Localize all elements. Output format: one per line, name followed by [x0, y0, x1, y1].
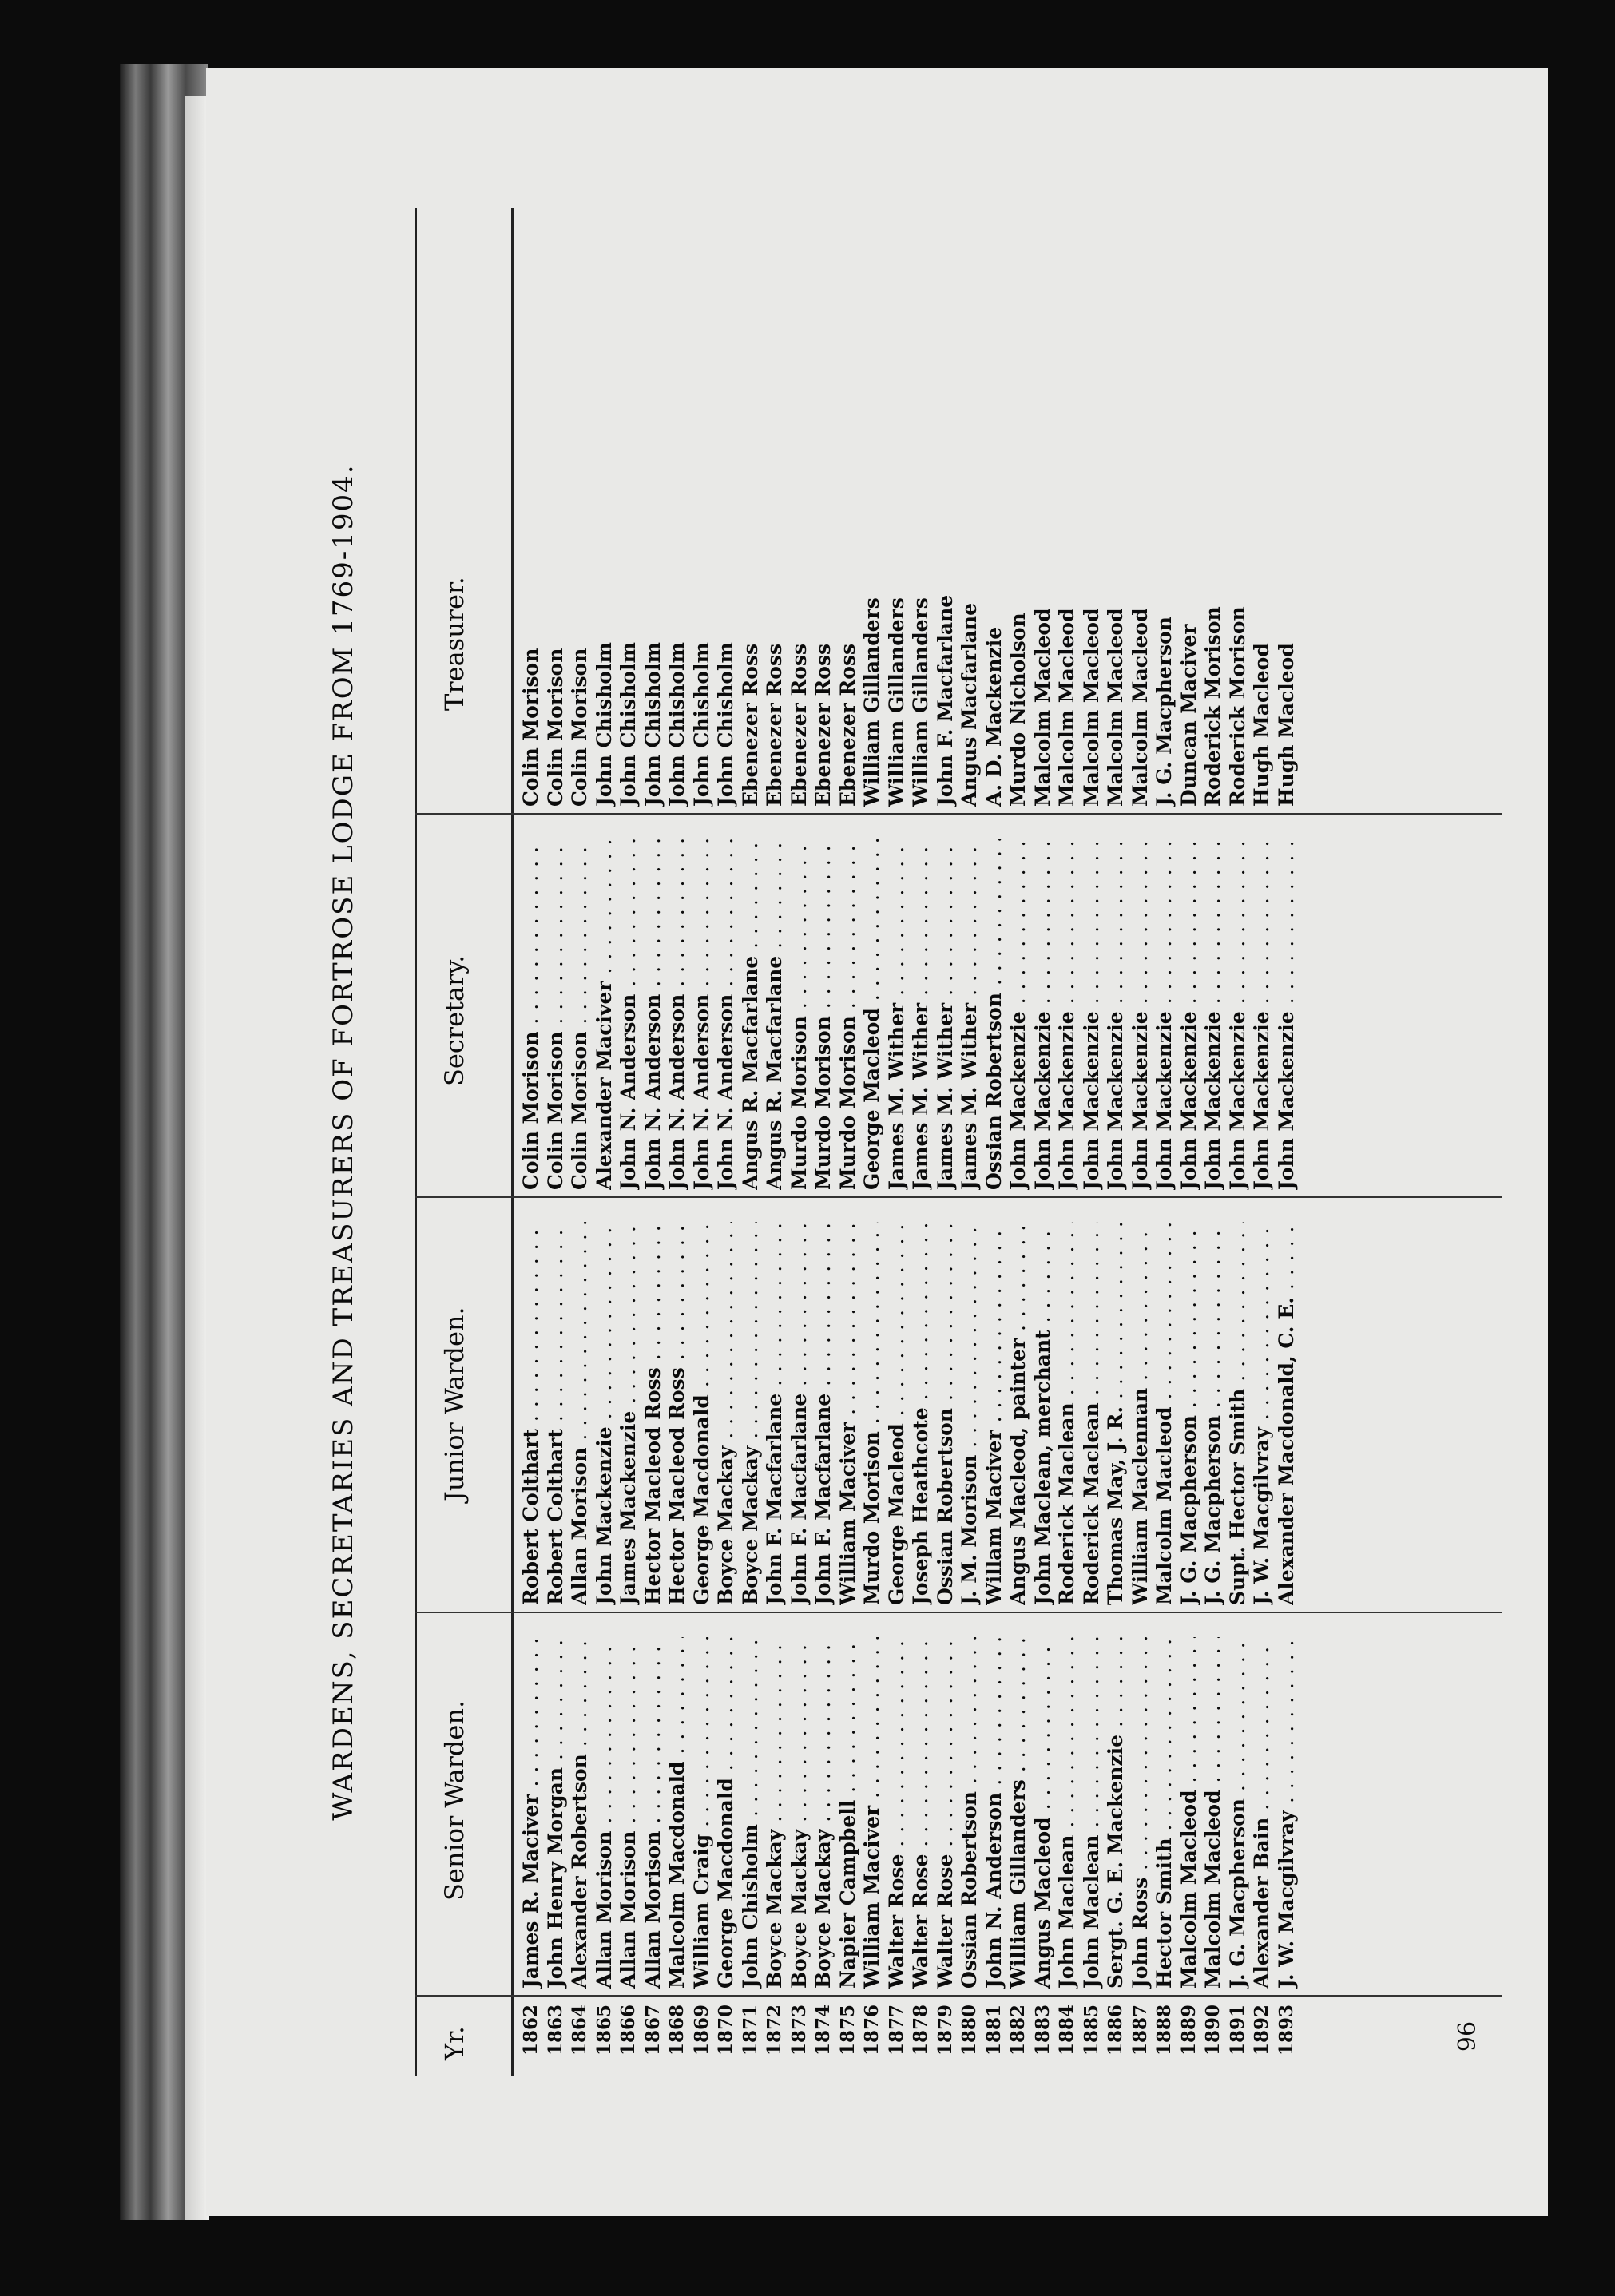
secretary-cell: James M. Wither . . . [885, 839, 910, 1190]
table-body [519, 208, 1299, 2076]
secretary-cell: John N. Anderson . . . [690, 839, 715, 1190]
table-row [1177, 208, 1202, 2076]
year-cell: 1874 [812, 2005, 834, 2056]
year-cell: 1879 [934, 2005, 956, 2056]
year-cell: 1867 [641, 2005, 664, 2056]
secretary-cell: John Mackenzie . . . [1006, 839, 1031, 1190]
year-cell: 1882 [1007, 2005, 1029, 2056]
junior-warden-cell: James Mackenzie . . . [617, 1222, 641, 1605]
secretary-cell: John Mackenzie . . . [1250, 839, 1275, 1190]
junior-warden-cell: Boyce Mackay . . . [714, 1222, 739, 1605]
junior-warden-cell: Thomas May, J. R. . . . [1104, 1222, 1129, 1605]
senior-warden-cell: John Maclean . . . [1080, 1637, 1105, 1989]
year-cell: 1869 [690, 2005, 712, 2056]
secretary-cell: Colin Morison . . . [568, 839, 593, 1190]
junior-warden-cell: J. M. Morison . . . [958, 1222, 982, 1605]
treasurer-cell: Colin Morison [543, 648, 567, 807]
junior-warden-cell: John F. Macfarlane . . . [811, 1222, 836, 1605]
year-cell: 1886 [1105, 2005, 1126, 2056]
year-cell: 1862 [520, 2005, 542, 2056]
junior-warden-cell: William Maclennan . . . [1129, 1222, 1153, 1605]
table-row [1226, 208, 1251, 2076]
treasurer-cell: John Chisholm [617, 641, 640, 807]
secretary-cell: James M. Wither . . . [958, 839, 982, 1190]
treasurer-cell: A. D. Mackenzie [982, 626, 1006, 807]
junior-warden-cell: J. G. Macpherson . . . [1201, 1222, 1226, 1605]
senior-warden-cell: James R. Maciver . . . [519, 1637, 544, 1989]
table-row [885, 208, 910, 2076]
junior-warden-cell: J. W. Macgilvray . . . [1250, 1222, 1275, 1605]
header-senior-warden: Senior Warden. [439, 1699, 470, 1901]
year-cell: 1888 [1153, 2005, 1175, 2056]
secretary-cell: Ossian Robertson . . . [982, 839, 1007, 1190]
year-cell: 1881 [982, 2005, 1005, 2056]
treasurer-cell: Duncan Maciver [1177, 624, 1200, 807]
year-cell: 1875 [836, 2005, 859, 2056]
junior-warden-cell: John Maclean, merchant . . . [1031, 1222, 1056, 1605]
treasurer-cell: Murdo Nicholson [1006, 613, 1030, 807]
secretary-cell: John Mackenzie . . . [1275, 839, 1300, 1190]
treasurer-cell: Hugh Macleod [1274, 643, 1298, 807]
treasurer-cell: John Chisholm [641, 641, 665, 807]
treasurer-cell: Malcolm Macleod [1030, 608, 1054, 807]
table-row [763, 208, 788, 2076]
treasurer-cell: William Gillanders [884, 597, 908, 807]
table-row [811, 208, 836, 2076]
table-row [690, 208, 715, 2076]
junior-warden-cell: Willam Maciver . . . [982, 1222, 1007, 1605]
year-cell: 1871 [739, 2005, 761, 2056]
secretary-cell: James M. Wither . . . [934, 839, 958, 1190]
page-number: 96 [1454, 2020, 1482, 2052]
table-row [1201, 208, 1226, 2076]
junior-warden-cell: Joseph Heathcote . . . [909, 1222, 934, 1605]
senior-warden-cell: Malcolm Macleod . . . [1177, 1637, 1202, 1989]
senior-warden-cell: William Gillanders . . . [1006, 1637, 1031, 1989]
header-top-rule [415, 208, 417, 2076]
treasurer-cell: Hugh Macleod [1250, 643, 1273, 807]
secretary-cell: George Macleod . . . [860, 839, 885, 1190]
treasurer-cell: William Gillanders [909, 597, 932, 807]
senior-warden-cell: J. W. Macgilvray . . . [1275, 1637, 1300, 1989]
table-row [617, 208, 641, 2076]
junior-warden-cell: Robert Colthart . . . [519, 1222, 544, 1605]
secretary-cell: Murdo Morison . . . [811, 839, 836, 1190]
senior-warden-cell: John Chisholm . . . [739, 1637, 764, 1989]
table-row [1250, 208, 1275, 2076]
treasurer-cell: Malcolm Macleod [1055, 608, 1078, 807]
senior-warden-cell: Allan Morison . . . [617, 1637, 641, 1989]
senior-warden-cell: Walter Rose . . . [909, 1637, 934, 1989]
senior-warden-cell: Hector Smith . . . [1153, 1637, 1177, 1989]
junior-warden-cell: George Macdonald . . . [690, 1222, 715, 1605]
senior-warden-cell: Alexander Robertson . . . [568, 1637, 593, 1989]
year-cell: 1866 [617, 2005, 639, 2056]
senior-warden-cell: Boyce Mackay . . . [763, 1637, 788, 1989]
table-row [641, 208, 666, 2076]
secretary-cell: John N. Anderson . . . [665, 839, 690, 1190]
header-junior-warden: Junior Warden. [439, 1307, 470, 1501]
secretary-cell: Colin Morison . . . [544, 839, 569, 1190]
senior-warden-cell: Angus Macleod . . . [1031, 1637, 1056, 1989]
junior-warden-cell: John Mackenzie . . . [593, 1222, 617, 1605]
secretary-cell: John Mackenzie . . . [1080, 839, 1105, 1190]
senior-warden-cell: John Ross . . . [1129, 1637, 1153, 1989]
secretary-cell: John Mackenzie . . . [1129, 839, 1153, 1190]
secretary-cell: Alexander Maciver . . . [593, 839, 617, 1190]
junior-warden-cell: George Macleod . . . [885, 1222, 910, 1605]
junior-warden-cell: Angus Macleod, painter . . . [1006, 1222, 1031, 1605]
senior-warden-cell: Ossian Robertson . . . [958, 1637, 982, 1989]
senior-warden-cell: Alexander Bain . . . [1250, 1637, 1275, 1989]
table-row [714, 208, 739, 2076]
junior-warden-cell: Robert Colthart . . . [544, 1222, 569, 1605]
secretary-cell: John N. Anderson . . . [714, 839, 739, 1190]
year-cell: 1863 [544, 2005, 566, 2056]
senior-warden-cell: John Henry Morgan . . . [544, 1637, 569, 1989]
treasurer-cell: Ebenezer Ross [738, 643, 762, 807]
year-cell: 1873 [788, 2005, 810, 2056]
senior-warden-cell: Napier Campbell . . . [836, 1637, 861, 1989]
senior-warden-cell: Allan Morison . . . [641, 1637, 666, 1989]
year-cell: 1865 [593, 2005, 615, 2056]
junior-warden-cell: Allan Morison . . . [568, 1222, 593, 1605]
junior-warden-cell: John F. Macfarlane . . . [788, 1222, 812, 1605]
senior-warden-cell: John Maclean . . . [1055, 1637, 1080, 1989]
senior-warden-cell: Allan Morison . . . [593, 1637, 617, 1989]
treasurer-cell: John Chisholm [592, 641, 616, 807]
header-year: Yr. [439, 2025, 470, 2060]
treasurer-cell: Malcolm Macleod [1128, 608, 1152, 807]
table-row [1031, 208, 1056, 2076]
table-row [739, 208, 764, 2076]
secretary-cell: John Mackenzie . . . [1153, 839, 1177, 1190]
year-cell: 1893 [1275, 2005, 1297, 2056]
treasurer-cell: Malcolm Macleod [1104, 608, 1127, 807]
year-cell: 1872 [764, 2005, 785, 2056]
secretary-cell: Angus R. Macfarlane . . . [739, 839, 764, 1190]
senior-warden-cell: George Macdonald . . . [714, 1637, 739, 1989]
secretary-cell: John Mackenzie . . . [1177, 839, 1202, 1190]
year-cell: 1883 [1031, 2005, 1054, 2056]
table-row [1153, 208, 1177, 2076]
year-cell: 1885 [1080, 2005, 1102, 2056]
table-row [958, 208, 982, 2076]
year-cell: 1876 [861, 2005, 883, 2056]
junior-warden-cell: Hector Macleod Ross . . . [665, 1222, 690, 1605]
treasurer-cell: John Chisholm [714, 641, 737, 807]
year-cell: 1864 [569, 2005, 590, 2056]
secretary-cell: Angus R. Macfarlane . . . [763, 839, 788, 1190]
junior-warden-cell: Roderick Maclean . . . [1055, 1222, 1080, 1605]
treasurer-cell: J. G. Macpherson [1153, 617, 1176, 807]
year-cell: 1890 [1202, 2005, 1224, 2056]
junior-warden-cell: John F. Macfarlane . . . [763, 1222, 788, 1605]
table-row [1129, 208, 1153, 2076]
table-row [1055, 208, 1080, 2076]
treasurer-cell: Ebenezer Ross [787, 643, 811, 807]
table-row [665, 208, 690, 2076]
senior-warden-cell: Malcolm Macdonald . . . [665, 1637, 690, 1989]
table-row [1080, 208, 1105, 2076]
senior-warden-cell: Walter Rose . . . [934, 1637, 958, 1989]
treasurer-cell: Ebenezer Ross [835, 643, 859, 807]
year-cell: 1889 [1177, 2005, 1200, 2056]
senior-warden-cell: J. G. Macpherson . . . [1226, 1637, 1251, 1989]
secretary-cell: Colin Morison . . . [519, 839, 544, 1190]
treasurer-cell: Roderick Morison [1201, 606, 1224, 807]
rotated-table-region [319, 208, 1502, 2076]
treasurer-cell: Colin Morison [568, 648, 591, 807]
senior-warden-cell: Boyce Mackay . . . [811, 1637, 836, 1989]
header-secretary: Secretary. [439, 954, 470, 1086]
table-row [934, 208, 958, 2076]
treasurer-cell: Malcolm Macleod [1079, 608, 1103, 807]
year-cell: 1891 [1226, 2005, 1248, 2056]
table-row [982, 208, 1007, 2076]
table-row [568, 208, 593, 2076]
treasurer-cell: Colin Morison [519, 648, 542, 807]
treasurer-cell: John Chisholm [689, 641, 713, 807]
treasurer-cell: John F. Macfarlane [933, 594, 957, 807]
secretary-cell: John N. Anderson . . . [617, 839, 641, 1190]
senior-warden-cell: Sergt. G. E. Mackenzie . . . [1104, 1637, 1129, 1989]
secretary-cell: John Mackenzie . . . [1226, 839, 1251, 1190]
junior-warden-cell: Boyce Mackay . . . [739, 1222, 764, 1605]
junior-warden-cell: Hector Macleod Ross . . . [641, 1222, 666, 1605]
treasurer-cell: Roderick Morison [1225, 606, 1249, 807]
senior-warden-cell: John N. Anderson . . . [982, 1637, 1007, 1989]
senior-warden-cell: Malcolm Macleod . . . [1201, 1637, 1226, 1989]
treasurer-cell: Angus Macfarlane [958, 602, 981, 807]
junior-warden-cell: William Maciver . . . [836, 1222, 861, 1605]
year-cell: 1878 [910, 2005, 931, 2056]
year-cell: 1887 [1129, 2005, 1151, 2056]
header-treasurer: Treasurer. [439, 577, 470, 711]
junior-warden-cell: Murdo Morison . . . [860, 1222, 885, 1605]
year-cell: 1880 [958, 2005, 980, 2056]
senior-warden-cell: Walter Rose . . . [885, 1637, 910, 1989]
junior-warden-cell: Alexander Macdonald, C. E. . . . [1275, 1222, 1300, 1605]
senior-warden-cell: William Craig . . . [690, 1637, 715, 1989]
secretary-cell: John Mackenzie . . . [1104, 839, 1129, 1190]
table-row [519, 208, 544, 2076]
treasurer-cell: William Gillanders [860, 597, 883, 807]
treasurer-cell: Ebenezer Ross [811, 643, 835, 807]
table-header [423, 208, 511, 2076]
senior-warden-cell: William Maciver . . . [860, 1637, 885, 1989]
junior-warden-cell: Supt. Hector Smith . . . [1226, 1222, 1251, 1605]
table-row [544, 208, 569, 2076]
year-cell: 1892 [1251, 2005, 1272, 2056]
table-row [593, 208, 617, 2076]
table-row [836, 208, 861, 2076]
table-row [1104, 208, 1129, 2076]
junior-warden-cell: Ossian Robertson . . . [934, 1222, 958, 1605]
header-bottom-rule [511, 208, 514, 2076]
secretary-cell: Murdo Morison . . . [836, 839, 861, 1190]
table-row [909, 208, 934, 2076]
table-row [860, 208, 885, 2076]
secretary-cell: John Mackenzie . . . [1055, 839, 1080, 1190]
treasurer-cell: John Chisholm [665, 641, 688, 807]
junior-warden-cell: Malcolm Macleod . . . [1153, 1222, 1177, 1605]
secretary-cell: Murdo Morison . . . [788, 839, 812, 1190]
table-row [1006, 208, 1031, 2076]
page-title: WARDENS, SECRETARIES AND TREASURERS OF FORTROSE LODGE FROM 1769-1904. [327, 463, 359, 1821]
secretary-cell: John Mackenzie . . . [1031, 839, 1056, 1190]
year-cell: 1868 [666, 2005, 688, 2056]
year-cell: 1870 [715, 2005, 736, 2056]
secretary-cell: James M. Wither . . . [909, 839, 934, 1190]
secretary-cell: John Mackenzie . . . [1201, 839, 1226, 1190]
junior-warden-cell: Roderick Maclean . . . [1080, 1222, 1105, 1605]
table-row [1275, 208, 1300, 2076]
year-cell: 1877 [885, 2005, 907, 2056]
year-cell: 1884 [1056, 2005, 1077, 2056]
junior-warden-cell: J. G. Macpherson . . . [1177, 1222, 1202, 1605]
treasurer-cell: Ebenezer Ross [763, 643, 786, 807]
secretary-cell: John N. Anderson . . . [641, 839, 666, 1190]
senior-warden-cell: Boyce Mackay . . . [788, 1637, 812, 1989]
table-row [788, 208, 812, 2076]
